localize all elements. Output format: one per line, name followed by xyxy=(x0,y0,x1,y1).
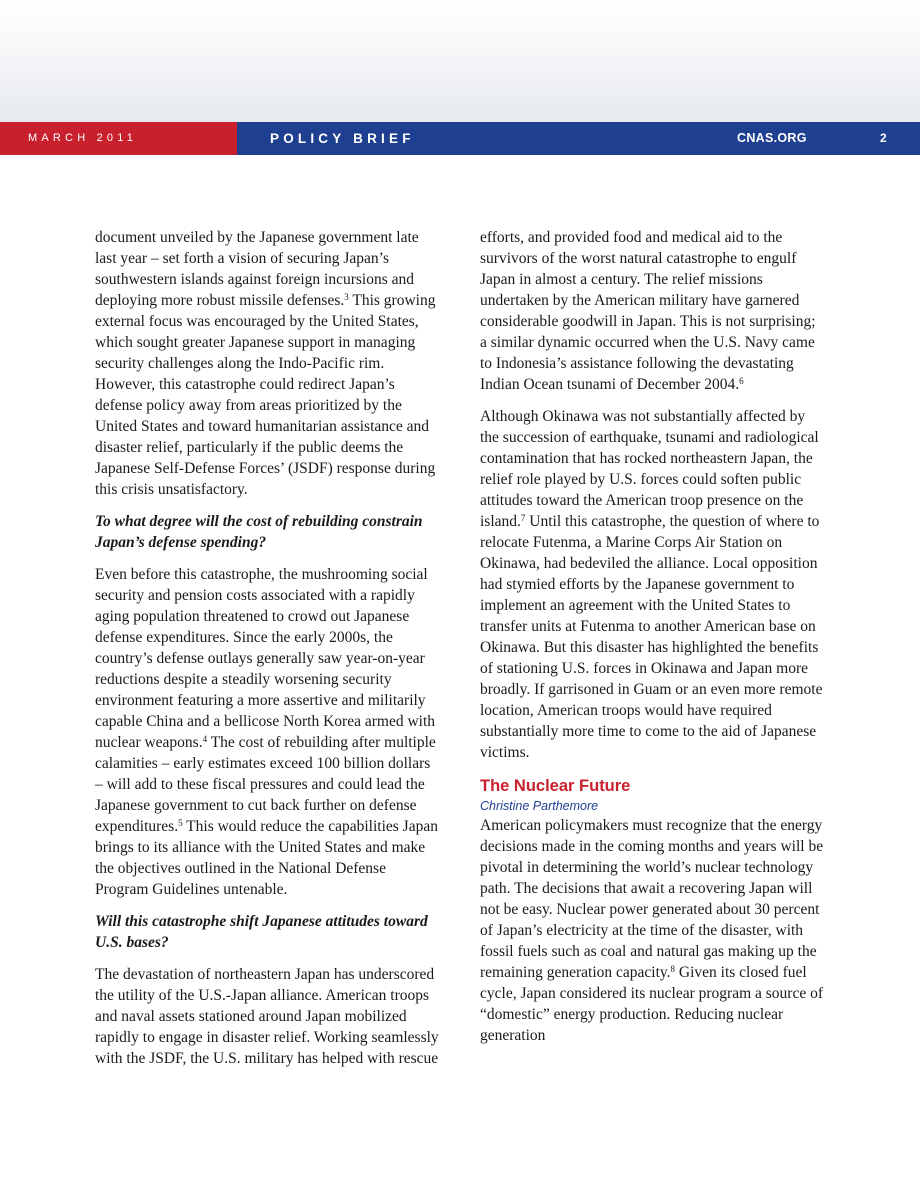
right-paragraph-3: American policymakers must recognize that the energy decisions made in the coming months and years will be pivotal in determining the world’s nuclear technology path. The decisions that await a recovering Japan will not be easy. Nuclear power generated about 30 percent of Japan’s electricity at the time of the disaster, with fossil fuels such as coal and natural gas making up the remaining generation capacity.$^8$ Given its closed fuel cycle, Japan considered its nuclear program a source of “domestic” energy production. Reducing nuclear generation xyxy=(480,817,824,1044)
header-date: MARCH 2011 xyxy=(28,132,138,144)
footnote-ref: 6 xyxy=(739,376,744,386)
page-number: 2 xyxy=(880,131,887,145)
question-heading-1: To what degree will the cost of rebuilding constrain Japan’s defense spending? xyxy=(95,513,423,551)
footnote-ref: 3 xyxy=(344,292,349,302)
left-column xyxy=(95,227,441,1069)
section-title: The Nuclear Future xyxy=(480,777,631,795)
question-heading-2: Will this catastrophe shift Japanese attitudes toward U.S. bases? xyxy=(95,913,428,951)
footnote-ref: 8 xyxy=(670,964,676,974)
right-paragraph-1: efforts, and provided food and medical aid to the survivors of the worst natural catastrophe to engulf Japan in almost a century. The relief missions undertaken by the American military have garnered considerable goodwill in Japan. This is not surprising; a similar dynamic occurred when the U.S. Navy came to Indonesia’s assistance following the devastating Indian Ocean tsunami of December 2004.$^6$ xyxy=(480,229,816,393)
left-paragraph-3: The devastation of northeastern Japan has underscored the utility of the U.S.-Japan alliance. American troops and naval assets stationed around Japan mobilized rapidly to engage in disaster relief. Working seamlessly with the JSDF, the U.S. military has helped with rescue xyxy=(95,966,439,1067)
header-site: CNAS.ORG xyxy=(737,131,807,145)
left-paragraph-1: document unveiled by the Japanese government late last year – set forth a vision of securing Japan’s southwestern islands against foreign incursions and deploying more robust missile defenses.$^3$ This growing external focus was encouraged by the United States, which sought greater Japanese support in managing security challenges along the Indo-Pacific rim. However, this catastrophe could redirect Japan’s defense policy away from areas prioritized by the United States and toward humanitarian assistance and disaster relief, particularly if the public deems the Japanese Self-Defense Forces’ (JSDF) response during this crisis unsatisfactory. xyxy=(95,229,436,498)
right-column xyxy=(480,227,826,1046)
header-bar xyxy=(0,122,920,155)
left-paragraph-2: Even before this catastrophe, the mushrooming social security and pension costs associated with a rapidly aging population threatened to crowd out Japanese defense expenditures. Since the early 2000s, the country’s defense outlays generally saw year-on-year reductions despite a steadily worsening security environment featuring a more assertive and militarily capable China and a bellicose North Korea armed with nuclear weapons.$^4$ The cost of rebuilding after multiple calamities – early estimates exceed 100 billion dollars – will add to these fiscal pressures and could lead the Japanese government to cut back further on defense expenditures.$^5$ This would reduce the capabilities Japan brings to its alliance with the United States and make the objectives outlined in the National Defense Program Guidelines untenable. xyxy=(95,566,438,898)
footnote-ref: 4 xyxy=(202,734,208,744)
footnote-ref: 7 xyxy=(520,513,526,523)
right-paragraph-2: Although Okinawa was not substantially affected by the succession of earthquake, tsunami and radiological contamination that has rocked northeastern Japan, the relief role played by U.S. forces could soften public attitudes toward the American troop presence on the island.$^7$ Until this catastrophe, the question of where to relocate Futenma, a Marine Corps Air Station on Okinawa, had bedeviled the alliance. Local opposition had stymied efforts by the Japanese government to implement an agreement with the United States to transfer units at Futenma to another American base on Okinawa. But this disaster has highlighted the benefits of stationing U.S. forces in Okinawa and Japan more broadly. If garrisoned in Guam or an even more remote location, American troops would have required substantially more time to come to the aid of Japanese victims. xyxy=(480,408,823,761)
page-top-background xyxy=(0,0,920,122)
section-author: Christine Parthemore xyxy=(480,799,599,813)
header-title: POLICY BRIEF xyxy=(270,131,415,146)
footnote-ref: 5 xyxy=(178,818,183,828)
